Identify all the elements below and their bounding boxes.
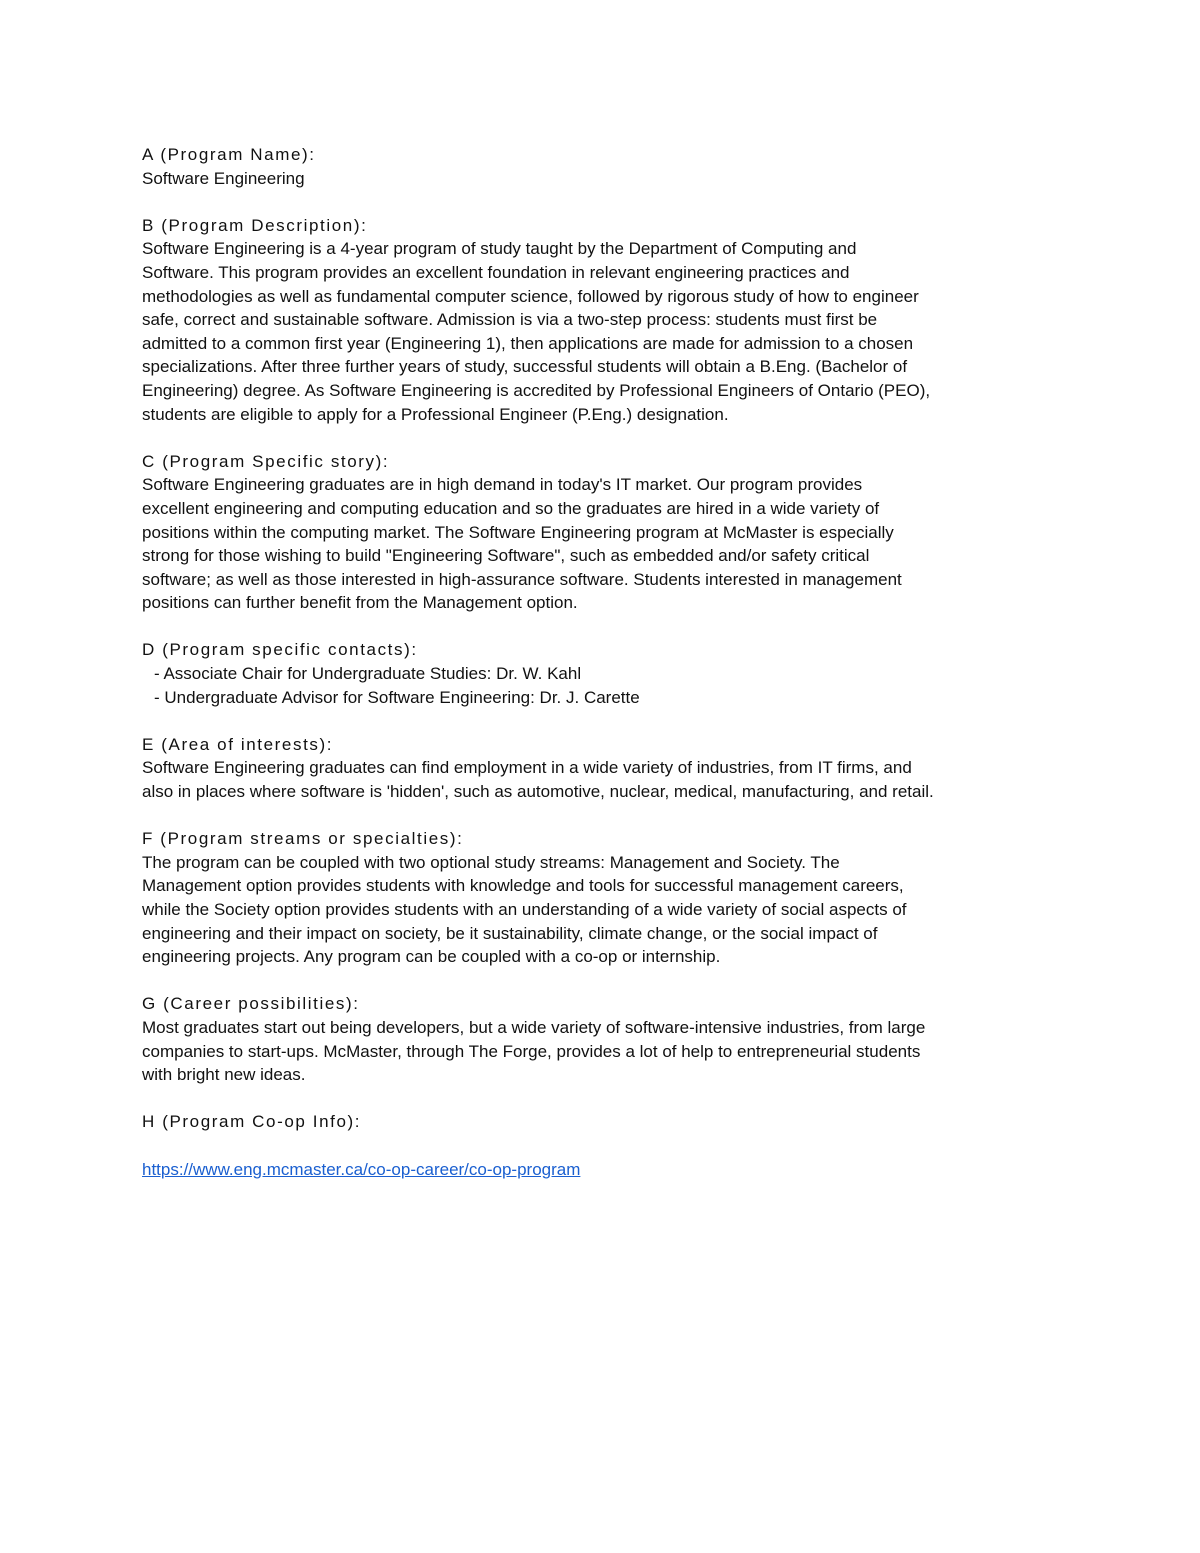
- career-possibilities-text: Most graduates start out being developers, but a wide variety of software-intensive industries, from large companies to start-ups. McMaster, through The Forge, provides a lot of help to entrepreneurial students with bright new ideas.: [142, 1017, 926, 1085]
- section-program-story: [142, 450, 1072, 615]
- section-program-streams: [142, 827, 1072, 969]
- section-areas-of-interest: [142, 733, 1072, 804]
- section-heading: E (Area of interests):: [142, 734, 334, 754]
- section-heading: G (Career possibilities):: [142, 994, 360, 1014]
- section-heading: B (Program Description):: [142, 215, 368, 235]
- section-career-possibilities: [142, 992, 1072, 1086]
- section-heading: A (Program Name):: [142, 145, 316, 164]
- section-heading: F (Program streams or specialties):: [142, 829, 464, 849]
- section-program-name: [142, 143, 1072, 190]
- program-streams-text: The program can be coupled with two optional study streams: Management and Society. The Management option provides students with knowledge and tools for successful management careers, while the Society option provides students with an understanding of a wide variety of social aspects of engineering and their impact on society, be it sustainability, climate change, or the social impact of engineering projects. Any program can be coupled with a co-op or internship.: [142, 852, 907, 967]
- section-program-description: [142, 214, 1072, 426]
- program-description-text: Software Engineering is a 4-year program of study taught by the Department of Computing and Software. This program provides an excellent foundation in relevant engineering practices and methodologies as well as fundamental computer science, followed by rigorous study of how to engineer safe, correct and sustainable software. Admission is via a two-step process: students must first be admitted to a common first year (Engineering 1), then applications are made for admission to a chosen specializations. After three further years of study, successful students will obtain a B.Eng. (Bachelor of Engineering) degree. As Software Engineering is accredited by Professional Engineers of Ontario (PEO), students are eligible to apply for a Professional Engineer (P.Eng.) designation.: [142, 239, 931, 424]
- program-name-text: Software Engineering: [142, 168, 305, 188]
- contact-item: - Undergraduate Advisor for Software Engineering: Dr. J. Carette: [154, 687, 640, 707]
- coop-link-line: [142, 1158, 1072, 1182]
- section-program-contacts: [142, 638, 1072, 709]
- section-heading: D (Program specific contacts):: [142, 640, 418, 660]
- section-heading: C (Program Specific story):: [142, 451, 390, 471]
- section-coop-info: [142, 1110, 1072, 1181]
- program-story-text: Software Engineering graduates are in high demand in today's IT market. Our program provides excellent engineering and computing education and so the graduates are hired in a wide variety of positions within the computing market. The Software Engineering program at McMaster is especially strong for those wishing to build "Engineering Software", such as embedded and/or safety critical software; as well as those interested in high-assurance software. Students interested in management positions can further benefit from the Management option.: [142, 475, 902, 613]
- areas-of-interest-text: Software Engineering graduates can find employment in a wide variety of industries, from IT firms, and also in places where software is 'hidden', such as automotive, nuclear, medical, manufacturing, and retail.: [142, 758, 934, 802]
- document-body: [142, 143, 1072, 1205]
- section-heading: H (Program Co-op Info):: [142, 1112, 362, 1132]
- contacts-list: [142, 662, 1072, 709]
- contact-item: - Associate Chair for Undergraduate Studies: Dr. W. Kahl: [154, 664, 582, 684]
- coop-program-link[interactable]: https://www.eng.mcmaster.ca/co-op-career/co-op-program: [142, 1159, 581, 1179]
